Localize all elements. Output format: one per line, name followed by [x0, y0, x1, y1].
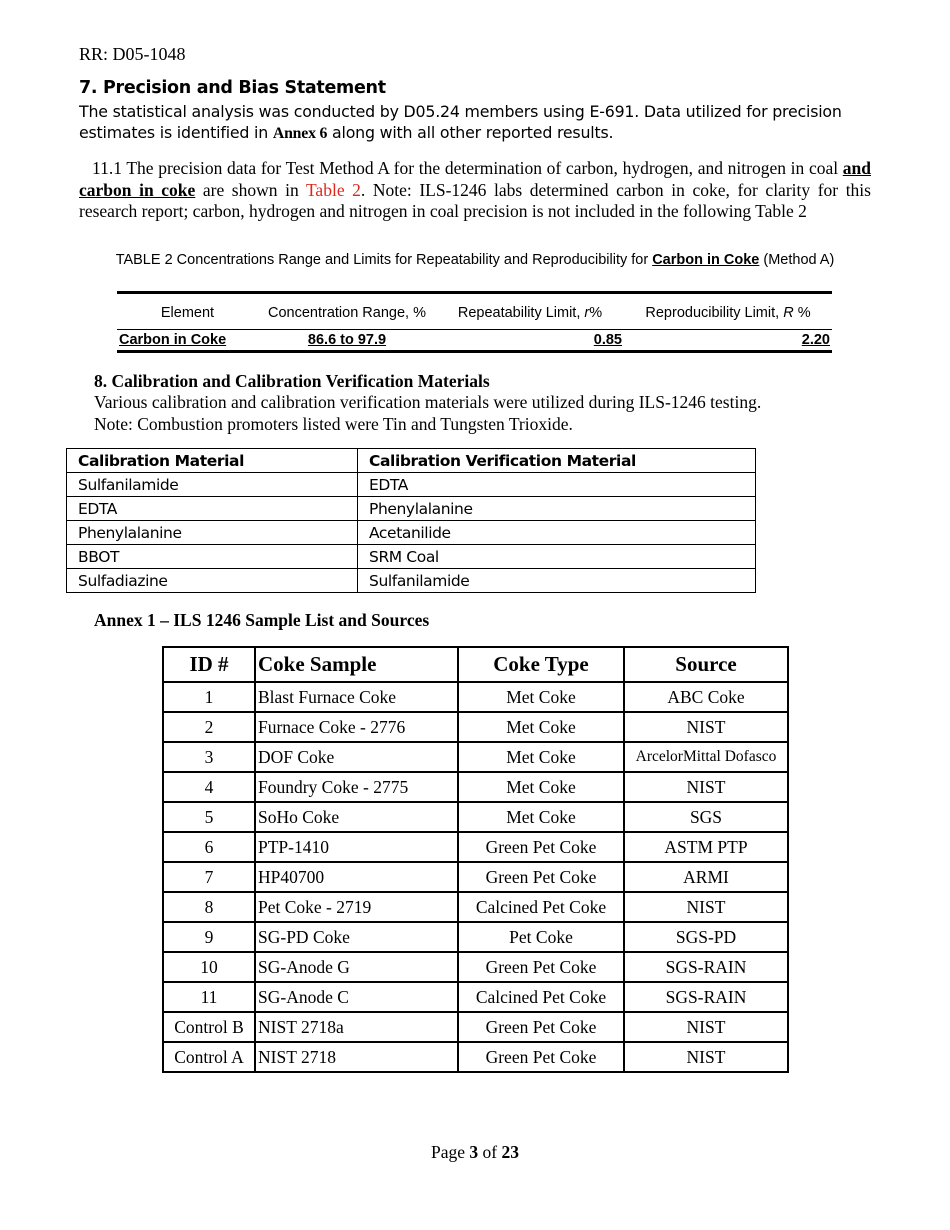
paragraph-11-1	[79, 158, 871, 223]
cell-type: Calcined Pet Coke	[458, 982, 624, 1012]
cell-concentration-range: 86.6 to 97.9	[258, 330, 436, 352]
cell-sample: SoHo Coke	[255, 802, 458, 832]
cell-source: NIST	[624, 712, 788, 742]
cell-sample: Furnace Coke - 2776	[255, 712, 458, 742]
cell-id: 5	[163, 802, 255, 832]
col-element: Element	[117, 293, 258, 330]
cell-sample: NIST 2718	[255, 1042, 458, 1072]
cell-reproducibility: 2.20	[624, 330, 832, 352]
p111-text-b: are shown in	[195, 179, 306, 200]
section-7-heading: 7. Precision and Bias Statement	[79, 78, 386, 98]
cell-type: Met Coke	[458, 772, 624, 802]
cell-source: SGS	[624, 802, 788, 832]
verification-cell: Phenylalanine	[358, 497, 756, 521]
col-reproducibility	[624, 293, 832, 330]
page-number: 3	[469, 1142, 479, 1162]
cell-type: Met Coke	[458, 682, 624, 712]
repeat-label: Repeatability Limit,	[457, 305, 585, 321]
cell-id: 8	[163, 892, 255, 922]
cell-type: Green Pet Coke	[458, 1042, 624, 1072]
cell-source: SGS-RAIN	[624, 982, 788, 1012]
cell-type: Calcined Pet Coke	[458, 892, 624, 922]
table-row	[163, 802, 788, 832]
table-row	[163, 952, 788, 982]
calibration-cell: EDTA	[67, 497, 358, 521]
cell-sample: Pet Coke - 2719	[255, 892, 458, 922]
page-footer	[0, 1142, 950, 1163]
cell-source: SGS-PD	[624, 922, 788, 952]
table-row	[163, 772, 788, 802]
col-coke-sample: Coke Sample	[255, 647, 458, 682]
verification-cell: EDTA	[358, 473, 756, 497]
annex-1-table	[162, 646, 789, 1073]
table-row	[163, 982, 788, 1012]
cell-id: 3	[163, 742, 255, 772]
footer-of: of	[478, 1142, 502, 1162]
cell-element: Carbon in Coke	[117, 330, 258, 352]
cell-id: 7	[163, 862, 255, 892]
cell-sample: Foundry Coke - 2775	[255, 772, 458, 802]
cell-id: Control B	[163, 1012, 255, 1042]
cell-source: ABC Coke	[624, 682, 788, 712]
verification-cell: SRM Coal	[358, 545, 756, 569]
table-2-row	[117, 330, 832, 352]
cell-source: ASTM PTP	[624, 832, 788, 862]
annex-header-row	[163, 647, 788, 682]
col-calibration-material: Calibration Material	[67, 449, 358, 473]
footer-prefix: Page	[431, 1142, 470, 1162]
cell-sample: Blast Furnace Coke	[255, 682, 458, 712]
col-repeatability	[436, 293, 624, 330]
cell-type: Green Pet Coke	[458, 832, 624, 862]
cell-id: 11	[163, 982, 255, 1012]
cell-type: Met Coke	[458, 742, 624, 772]
cell-source: ArcelorMittal Dofasco	[624, 742, 788, 772]
cell-type: Met Coke	[458, 802, 624, 832]
reprod-unit: %	[793, 305, 811, 321]
section-8-line-2: Note: Combustion promoters listed were Tin and Tungsten Trioxide.	[94, 413, 573, 434]
calibration-header-row	[67, 449, 756, 473]
cell-sample: DOF Coke	[255, 742, 458, 772]
table-row	[163, 682, 788, 712]
cell-sample: NIST 2718a	[255, 1012, 458, 1042]
table-row	[163, 892, 788, 922]
cell-id: 2	[163, 712, 255, 742]
table-row	[163, 832, 788, 862]
calibration-cell: Phenylalanine	[67, 521, 358, 545]
cell-type: Pet Coke	[458, 922, 624, 952]
cell-type: Green Pet Coke	[458, 1012, 624, 1042]
table-row	[67, 569, 756, 593]
verification-cell: Sulfanilamide	[358, 569, 756, 593]
page-total: 23	[501, 1142, 519, 1162]
annex-1-title: Annex 1 – ILS 1246 Sample List and Sources	[94, 610, 430, 630]
cell-source: ARMI	[624, 862, 788, 892]
cell-source: NIST	[624, 1042, 788, 1072]
col-coke-type: Coke Type	[458, 647, 624, 682]
cell-type: Green Pet Coke	[458, 952, 624, 982]
cell-id: 9	[163, 922, 255, 952]
cell-sample: SG-Anode C	[255, 982, 458, 1012]
table-row	[163, 922, 788, 952]
calibration-table	[66, 448, 756, 593]
section-8-heading: 8. Calibration and Calibration Verification Materials	[94, 371, 490, 391]
col-verification-material: Calibration Verification Material	[358, 449, 756, 473]
cell-id: 4	[163, 772, 255, 802]
table-row	[163, 862, 788, 892]
cell-id: 6	[163, 832, 255, 862]
cell-source: NIST	[624, 1012, 788, 1042]
cell-sample: HP40700	[255, 862, 458, 892]
cell-source: SGS-RAIN	[624, 952, 788, 982]
report-id: RR: D05-1048	[79, 44, 186, 64]
cell-type: Green Pet Coke	[458, 862, 624, 892]
reprod-var: R	[783, 305, 794, 321]
table-2-link[interactable]: Table 2	[305, 179, 361, 200]
section-7-text-b: along with all other reported results.	[327, 123, 614, 142]
col-source: Source	[624, 647, 788, 682]
caption-text-b: (Method A)	[759, 252, 835, 268]
section-7-paragraph	[79, 101, 879, 144]
table-row	[163, 1012, 788, 1042]
calibration-cell: BBOT	[67, 545, 358, 569]
cell-sample: SG-PD Coke	[255, 922, 458, 952]
section-8-paragraph	[94, 392, 761, 435]
table-2-header-row	[117, 293, 832, 330]
table-2	[117, 291, 832, 353]
cell-source: NIST	[624, 892, 788, 922]
col-id: ID #	[163, 647, 255, 682]
caption-bold: Carbon in Coke	[652, 252, 760, 268]
calibration-cell: Sulfadiazine	[67, 569, 358, 593]
cell-repeatability: 0.85	[436, 330, 624, 352]
cell-id: 10	[163, 952, 255, 982]
reprod-label: Reproducibility Limit,	[645, 305, 784, 321]
section-7-text-a: The statistical analysis was conducted by D05.24 members using E-691. Data utilized for precision estimates is identified in	[79, 102, 842, 142]
repeat-unit: %	[589, 305, 603, 321]
annex-6-reference: Annex 6	[272, 125, 328, 142]
table-row	[163, 742, 788, 772]
table-row	[163, 1042, 788, 1072]
cell-id: Control A	[163, 1042, 255, 1072]
p111-text-c: . Note: ILS-1246 labs determined carbon in coke, for clarity for this research report; carbon, hydrogen and nitrogen in coal precision is not included in the following Table 2	[79, 179, 871, 221]
cell-sample: PTP-1410	[255, 832, 458, 862]
cell-id: 1	[163, 682, 255, 712]
table-row	[67, 497, 756, 521]
repeat-var: r	[584, 305, 590, 321]
verification-cell: Acetanilide	[358, 521, 756, 545]
table-row	[67, 473, 756, 497]
section-8-line-1: Various calibration and calibration verification materials were utilized during ILS-1246 testing.	[94, 392, 762, 412]
table-row	[67, 521, 756, 545]
caption-text-a: TABLE 2 Concentrations Range and Limits for Repeatability and Reproducibility for	[115, 252, 653, 268]
cell-sample: SG-Anode G	[255, 952, 458, 982]
cell-source: NIST	[624, 772, 788, 802]
table-2-caption	[0, 252, 950, 268]
table-row	[163, 712, 788, 742]
p111-underlined: and carbon in coke	[79, 158, 871, 200]
calibration-cell: Sulfanilamide	[67, 473, 358, 497]
p111-text-a: 11.1 The precision data for Test Method A for the determination of carbon, hydrogen, and nitrogen in coal	[92, 158, 843, 178]
cell-type: Met Coke	[458, 712, 624, 742]
col-concentration-range: Concentration Range, %	[258, 293, 436, 330]
table-row	[67, 545, 756, 569]
